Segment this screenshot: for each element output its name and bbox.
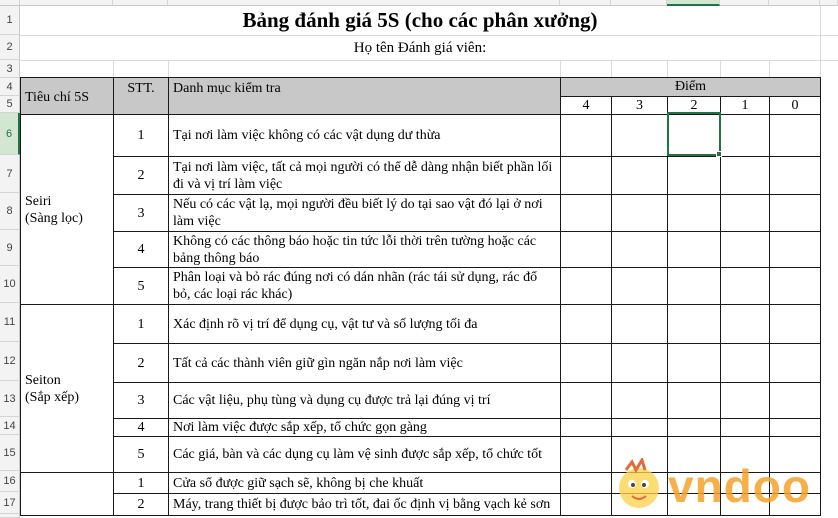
score-cell[interactable] xyxy=(668,232,721,268)
score-cell[interactable] xyxy=(668,268,721,305)
row-header[interactable]: 12 xyxy=(0,342,20,381)
check-item-cell[interactable]: Các giá, bàn và các dụng cụ làm vệ sinh được sắp xếp, tổ chức tốt xyxy=(169,437,561,473)
stt-cell[interactable]: 1 xyxy=(114,115,169,157)
stt-cell[interactable]: 5 xyxy=(114,437,169,473)
criteria-cell[interactable] xyxy=(21,473,114,516)
header-items[interactable]: Danh mục kiểm tra xyxy=(169,78,561,115)
header-score-4[interactable]: 4 xyxy=(561,97,612,115)
sheet-title[interactable]: Bảng đánh giá 5S (cho các phân xưởng) xyxy=(20,6,820,35)
row-header[interactable]: 10 xyxy=(0,266,20,303)
stt-cell[interactable]: 2 xyxy=(114,344,169,383)
stt-cell[interactable]: 4 xyxy=(114,419,169,437)
score-cell[interactable] xyxy=(721,268,770,305)
row-header[interactable]: 1 xyxy=(0,6,20,35)
stt-cell[interactable]: 2 xyxy=(114,157,169,195)
check-item-cell[interactable]: Xác định rõ vị trí để dụng cụ, vật tư và số lượng tối đa xyxy=(169,305,561,344)
row-header[interactable]: 7 xyxy=(0,155,20,193)
score-cell[interactable] xyxy=(561,115,612,157)
score-cell[interactable] xyxy=(561,195,612,232)
score-cell[interactable] xyxy=(612,232,668,268)
row-header[interactable]: 2 xyxy=(0,35,20,60)
check-item-cell[interactable]: Tại nơi làm việc không có các vật dụng dư thừa xyxy=(169,115,561,157)
score-cell[interactable] xyxy=(721,115,770,157)
row-header[interactable]: 5 xyxy=(0,96,20,113)
criteria-seiri[interactable] xyxy=(21,115,114,305)
score-cell[interactable] xyxy=(612,268,668,305)
score-cell[interactable] xyxy=(668,383,721,419)
score-cell[interactable] xyxy=(612,383,668,419)
criteria-name: Seiri xyxy=(25,193,52,209)
row-header-selected[interactable]: 6 xyxy=(0,113,20,155)
stt-cell[interactable]: 2 xyxy=(114,494,169,516)
score-cell[interactable] xyxy=(721,232,770,268)
score-cell[interactable] xyxy=(770,383,821,419)
gridline xyxy=(820,6,821,78)
score-cell[interactable] xyxy=(721,383,770,419)
fill-handle[interactable] xyxy=(716,151,722,157)
header-score-0[interactable]: 0 xyxy=(770,97,821,115)
row-header[interactable]: 16 xyxy=(0,471,20,492)
score-cell[interactable] xyxy=(770,305,821,344)
score-cell[interactable] xyxy=(561,157,612,195)
stt-cell[interactable]: 1 xyxy=(114,473,169,494)
score-cell[interactable] xyxy=(668,344,721,383)
row-header[interactable]: 8 xyxy=(0,193,20,230)
score-cell[interactable] xyxy=(612,344,668,383)
active-cell-selection[interactable] xyxy=(667,112,721,156)
gridline xyxy=(20,60,838,61)
stt-cell[interactable]: 3 xyxy=(114,195,169,232)
score-cell[interactable] xyxy=(668,195,721,232)
score-cell[interactable] xyxy=(770,268,821,305)
score-cell[interactable] xyxy=(561,383,612,419)
score-cell[interactable] xyxy=(561,494,612,516)
row-header[interactable]: 9 xyxy=(0,230,20,266)
score-cell[interactable] xyxy=(721,305,770,344)
header-score[interactable]: Điểm xyxy=(561,78,821,97)
criteria-subtitle: (Sắp xếp) xyxy=(25,389,80,405)
row-header[interactable]: 3 xyxy=(0,60,20,78)
score-cell[interactable] xyxy=(770,157,821,195)
header-score-3[interactable]: 3 xyxy=(612,97,668,115)
header-criteria[interactable]: Tiêu chí 5S xyxy=(21,78,114,115)
score-cell[interactable] xyxy=(770,344,821,383)
score-cell[interactable] xyxy=(721,195,770,232)
score-cell[interactable] xyxy=(561,232,612,268)
score-cell[interactable] xyxy=(561,419,612,437)
score-cell[interactable] xyxy=(721,419,770,437)
check-item-cell[interactable]: Máy, trang thiết bị được bảo trì tốt, đai ốc định vị bằng vạch kẻ sơn xyxy=(169,494,561,516)
score-cell[interactable] xyxy=(561,344,612,383)
criteria-subtitle: (Sàng lọc) xyxy=(25,210,83,226)
score-cell[interactable] xyxy=(668,157,721,195)
score-cell[interactable] xyxy=(668,419,721,437)
score-cell[interactable] xyxy=(612,115,668,157)
score-cell[interactable] xyxy=(612,195,668,232)
watermark-text: vndoo xyxy=(668,460,811,512)
criteria-name: Seiton xyxy=(25,372,61,388)
score-cell[interactable] xyxy=(721,157,770,195)
score-cell[interactable] xyxy=(612,419,668,437)
stt-cell[interactable]: 1 xyxy=(114,305,169,344)
score-cell[interactable] xyxy=(561,268,612,305)
row-header[interactable]: 4 xyxy=(0,78,20,96)
header-score-1[interactable]: 1 xyxy=(721,97,770,115)
evaluator-label[interactable]: Họ tên Đánh giá viên: xyxy=(20,36,820,60)
score-cell[interactable] xyxy=(721,344,770,383)
header-score-2[interactable]: 2 xyxy=(668,97,721,115)
score-cell[interactable] xyxy=(561,437,612,473)
header-stt[interactable]: STT. xyxy=(114,78,169,115)
score-cell[interactable] xyxy=(770,195,821,232)
score-cell[interactable] xyxy=(668,305,721,344)
row-header[interactable]: 13 xyxy=(0,381,20,417)
check-item-cell[interactable]: Các vật liệu, phụ tùng và dụng cụ được trả lại đúng vị trí xyxy=(169,383,561,419)
criteria-seiton[interactable] xyxy=(21,305,114,473)
check-item-cell[interactable]: Cửa sổ được giữ sạch sẽ, không bị che khuất xyxy=(169,473,561,494)
row-header[interactable] xyxy=(0,514,20,518)
score-cell[interactable] xyxy=(770,232,821,268)
row-header[interactable]: 15 xyxy=(0,435,20,471)
score-cell[interactable] xyxy=(770,115,821,157)
stt-cell[interactable]: 5 xyxy=(114,268,169,305)
check-item-cell[interactable]: Nếu có các vật lạ, mọi người đều biết lý do tại sao vật đó lại ở nơi làm việc xyxy=(169,195,561,232)
check-item-cell[interactable]: Tại nơi làm việc, tất cả mọi người có thể dễ dàng nhận biết phần lối đi và vị trí làm việc xyxy=(169,157,561,195)
stt-cell[interactable]: 3 xyxy=(114,383,169,419)
score-cell[interactable] xyxy=(612,157,668,195)
score-cell[interactable] xyxy=(561,473,612,494)
check-item-cell[interactable]: Không có các thông báo hoặc tin tức lỗi thời trên tường hoặc các bảng thông báo xyxy=(169,232,561,268)
mascot-logo-icon xyxy=(612,458,666,516)
row-header[interactable]: 11 xyxy=(0,303,20,342)
score-cell[interactable] xyxy=(561,305,612,344)
stt-cell[interactable]: 4 xyxy=(114,232,169,268)
row-header[interactable]: 17 xyxy=(0,492,20,514)
score-cell[interactable] xyxy=(770,419,821,437)
score-cell[interactable] xyxy=(612,305,668,344)
row-header[interactable]: 14 xyxy=(0,417,20,435)
check-item-cell[interactable]: Phân loại và bỏ rác đúng nơi có dán nhãn (rác tái sử dụng, rác đổ bỏ, các loại rác khác) xyxy=(169,268,561,305)
column-header-j[interactable] xyxy=(820,0,838,6)
check-item-cell[interactable]: Nơi làm việc được sắp xếp, tổ chức gọn gàng xyxy=(169,419,561,437)
check-item-cell[interactable]: Tất cả các thành viên giữ gìn ngăn nắp nơi làm việc xyxy=(169,344,561,383)
